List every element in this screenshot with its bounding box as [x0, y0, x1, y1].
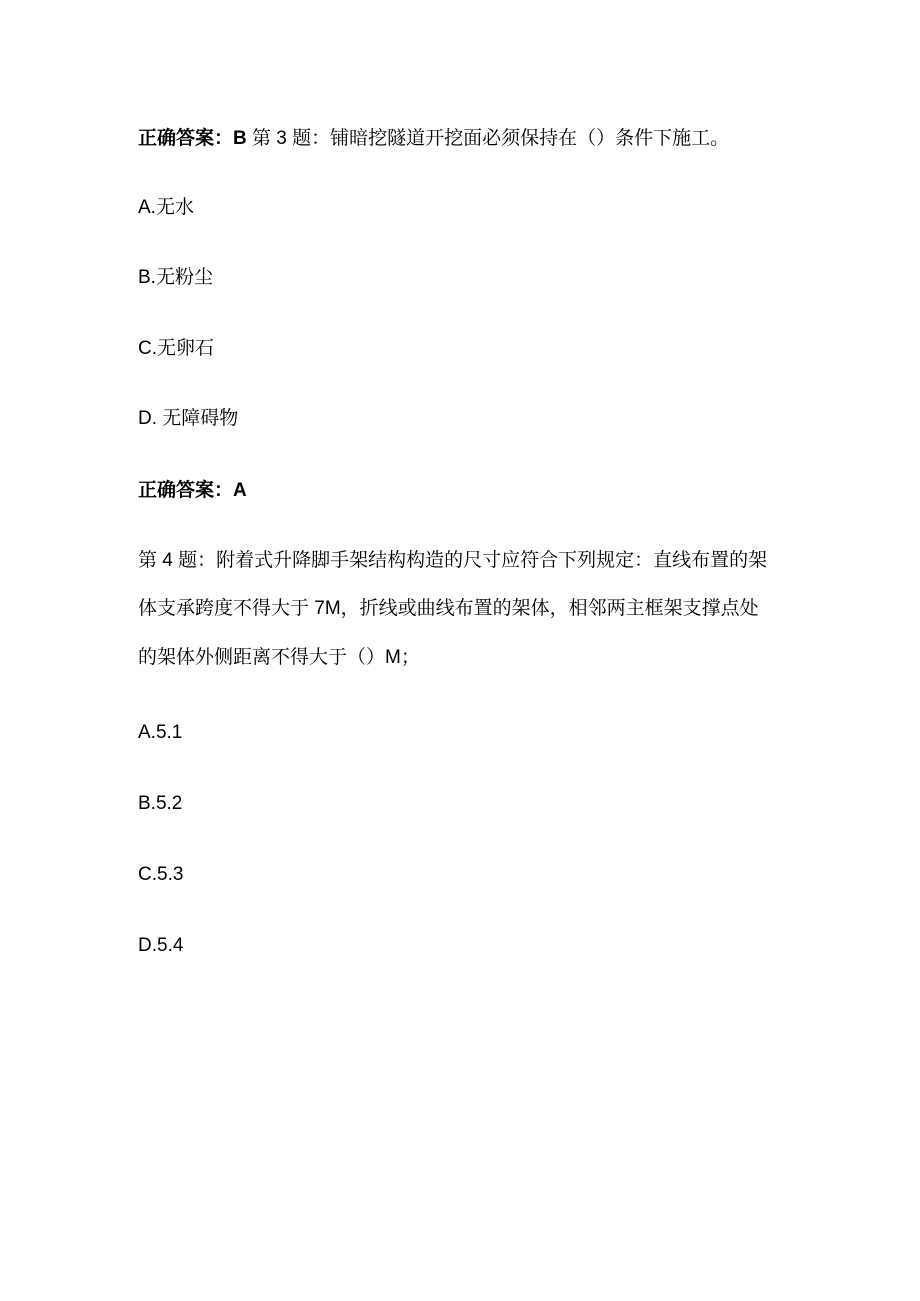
q3-option-c: C.无卵石: [138, 338, 215, 359]
q3-option-b: B.无粉尘: [138, 267, 213, 288]
q3-option-d: D. 无障碍物: [138, 408, 239, 429]
q4-question-line-3: 的架体外侧距离不得大于（）M；: [138, 647, 420, 668]
q3-header-line: [138, 127, 729, 151]
prev-answer-value: B: [233, 128, 247, 149]
q3-answer-value: A: [233, 480, 247, 501]
prev-answer-label: 正确答案：: [138, 128, 234, 149]
q4-option-c: C.5.3: [138, 864, 184, 885]
q3-answer-line: [138, 479, 247, 503]
q3-option-a: A.无水: [138, 197, 194, 218]
q3-question-text: 第 3 题：铺暗挖隧道开挖面必须保持在（）条件下施工。: [252, 128, 730, 149]
q4-option-a: A.5.1: [138, 722, 183, 743]
q3-answer-label: 正确答案：: [138, 480, 234, 501]
q4-option-b: B.5.2: [138, 793, 183, 814]
q4-question-line-1: 第 4 题：附着式升降脚手架结构构造的尺寸应符合下列规定：直线布置的架: [138, 550, 768, 571]
q4-option-d: D.5.4: [138, 935, 184, 956]
q4-question-line-2: 体支承跨度不得大于 7M，折线或曲线布置的架体，相邻两主框架支撑点处: [138, 598, 759, 619]
